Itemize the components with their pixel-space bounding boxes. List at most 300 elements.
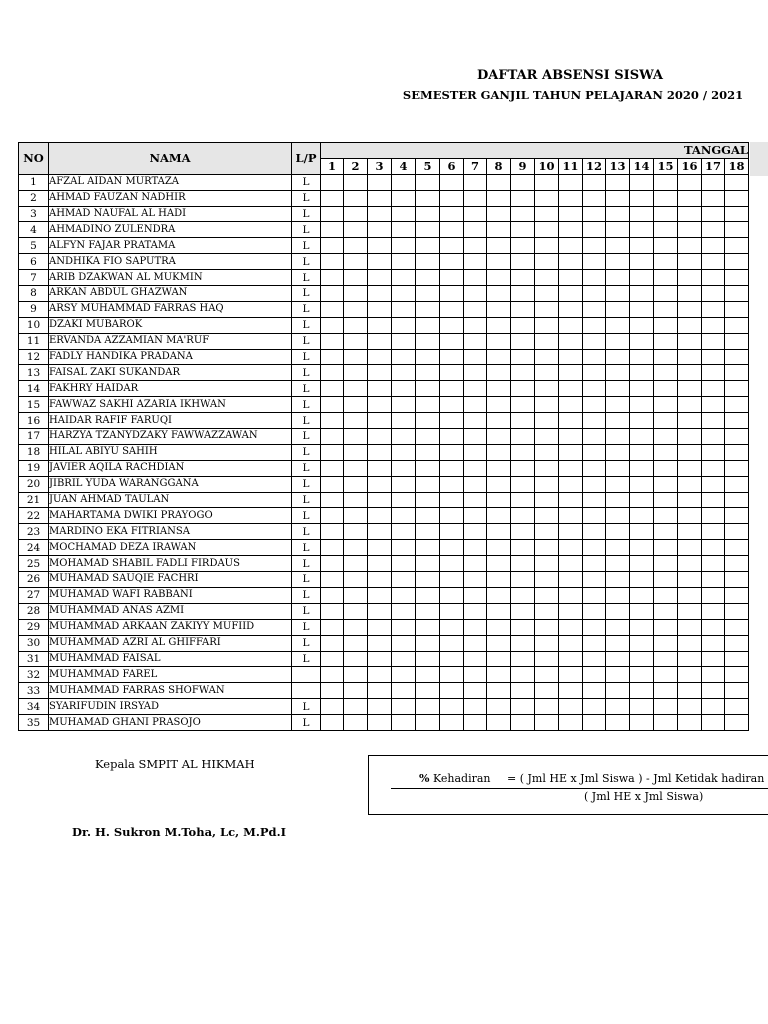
attendance-cell[interactable]	[344, 349, 368, 365]
attendance-cell[interactable]	[487, 349, 511, 365]
attendance-cell[interactable]	[654, 635, 678, 651]
attendance-cell[interactable]	[368, 413, 392, 429]
attendance-cell[interactable]	[321, 429, 344, 445]
attendance-cell[interactable]	[392, 190, 416, 206]
attendance-cell[interactable]	[368, 492, 392, 508]
attendance-cell[interactable]	[583, 397, 606, 413]
attendance-cell[interactable]	[321, 301, 344, 317]
attendance-cell[interactable]	[559, 365, 583, 381]
attendance-cell[interactable]	[559, 587, 583, 603]
attendance-cell[interactable]	[559, 667, 583, 683]
attendance-cell[interactable]	[392, 619, 416, 635]
attendance-cell[interactable]	[416, 508, 440, 524]
attendance-cell[interactable]	[321, 206, 344, 222]
attendance-cell[interactable]	[344, 286, 368, 302]
attendance-cell[interactable]	[630, 476, 654, 492]
attendance-cell[interactable]	[416, 381, 440, 397]
attendance-cell[interactable]	[368, 603, 392, 619]
attendance-cell[interactable]	[487, 635, 511, 651]
attendance-cell[interactable]	[725, 460, 749, 476]
attendance-cell[interactable]	[583, 174, 606, 190]
attendance-cell[interactable]	[583, 635, 606, 651]
attendance-cell[interactable]	[368, 651, 392, 667]
attendance-cell[interactable]	[606, 333, 630, 349]
attendance-cell[interactable]	[535, 619, 559, 635]
attendance-cell[interactable]	[654, 254, 678, 270]
attendance-cell[interactable]	[464, 174, 487, 190]
attendance-cell[interactable]	[654, 270, 678, 286]
attendance-cell[interactable]	[464, 635, 487, 651]
attendance-cell[interactable]	[678, 460, 702, 476]
attendance-cell[interactable]	[725, 635, 749, 651]
attendance-cell[interactable]	[630, 556, 654, 572]
attendance-cell[interactable]	[725, 317, 749, 333]
attendance-cell[interactable]	[606, 349, 630, 365]
attendance-cell[interactable]	[511, 667, 535, 683]
attendance-cell[interactable]	[725, 286, 749, 302]
attendance-cell[interactable]	[559, 476, 583, 492]
attendance-cell[interactable]	[511, 715, 535, 731]
attendance-cell[interactable]	[535, 365, 559, 381]
attendance-cell[interactable]	[702, 222, 725, 238]
attendance-cell[interactable]	[368, 429, 392, 445]
attendance-cell[interactable]	[321, 286, 344, 302]
attendance-cell[interactable]	[630, 270, 654, 286]
attendance-cell[interactable]	[559, 381, 583, 397]
attendance-cell[interactable]	[559, 301, 583, 317]
attendance-cell[interactable]	[678, 333, 702, 349]
attendance-cell[interactable]	[678, 556, 702, 572]
attendance-cell[interactable]	[416, 635, 440, 651]
attendance-cell[interactable]	[606, 301, 630, 317]
attendance-cell[interactable]	[321, 317, 344, 333]
attendance-cell[interactable]	[678, 603, 702, 619]
attendance-cell[interactable]	[368, 540, 392, 556]
attendance-cell[interactable]	[368, 222, 392, 238]
attendance-cell[interactable]	[416, 429, 440, 445]
attendance-cell[interactable]	[368, 397, 392, 413]
attendance-cell[interactable]	[702, 492, 725, 508]
attendance-cell[interactable]	[464, 190, 487, 206]
attendance-cell[interactable]	[392, 603, 416, 619]
attendance-cell[interactable]	[511, 301, 535, 317]
attendance-cell[interactable]	[321, 651, 344, 667]
attendance-cell[interactable]	[702, 508, 725, 524]
attendance-cell[interactable]	[392, 317, 416, 333]
attendance-cell[interactable]	[535, 683, 559, 699]
attendance-cell[interactable]	[344, 492, 368, 508]
attendance-cell[interactable]	[559, 317, 583, 333]
attendance-cell[interactable]	[321, 413, 344, 429]
attendance-cell[interactable]	[583, 556, 606, 572]
attendance-cell[interactable]	[559, 254, 583, 270]
attendance-cell[interactable]	[535, 460, 559, 476]
attendance-cell[interactable]	[392, 667, 416, 683]
attendance-cell[interactable]	[725, 540, 749, 556]
attendance-cell[interactable]	[344, 238, 368, 254]
attendance-cell[interactable]	[678, 206, 702, 222]
attendance-cell[interactable]	[606, 460, 630, 476]
attendance-cell[interactable]	[678, 270, 702, 286]
attendance-cell[interactable]	[440, 301, 464, 317]
attendance-cell[interactable]	[368, 444, 392, 460]
attendance-cell[interactable]	[392, 556, 416, 572]
attendance-cell[interactable]	[511, 651, 535, 667]
attendance-cell[interactable]	[606, 270, 630, 286]
attendance-cell[interactable]	[654, 397, 678, 413]
attendance-cell[interactable]	[511, 397, 535, 413]
attendance-cell[interactable]	[654, 619, 678, 635]
attendance-cell[interactable]	[440, 587, 464, 603]
attendance-cell[interactable]	[702, 651, 725, 667]
attendance-cell[interactable]	[535, 667, 559, 683]
attendance-cell[interactable]	[392, 476, 416, 492]
attendance-cell[interactable]	[392, 397, 416, 413]
attendance-cell[interactable]	[368, 254, 392, 270]
attendance-cell[interactable]	[630, 667, 654, 683]
attendance-cell[interactable]	[321, 619, 344, 635]
attendance-cell[interactable]	[630, 587, 654, 603]
attendance-cell[interactable]	[368, 333, 392, 349]
attendance-cell[interactable]	[630, 651, 654, 667]
attendance-cell[interactable]	[392, 460, 416, 476]
attendance-cell[interactable]	[583, 715, 606, 731]
attendance-cell[interactable]	[702, 349, 725, 365]
attendance-cell[interactable]	[559, 683, 583, 699]
attendance-cell[interactable]	[416, 190, 440, 206]
attendance-cell[interactable]	[511, 206, 535, 222]
attendance-cell[interactable]	[559, 413, 583, 429]
attendance-cell[interactable]	[511, 556, 535, 572]
attendance-cell[interactable]	[535, 508, 559, 524]
attendance-cell[interactable]	[535, 540, 559, 556]
attendance-cell[interactable]	[440, 524, 464, 540]
attendance-cell[interactable]	[440, 270, 464, 286]
attendance-cell[interactable]	[440, 174, 464, 190]
attendance-cell[interactable]	[535, 413, 559, 429]
attendance-cell[interactable]	[725, 444, 749, 460]
attendance-cell[interactable]	[606, 397, 630, 413]
attendance-cell[interactable]	[464, 444, 487, 460]
attendance-cell[interactable]	[725, 429, 749, 445]
attendance-cell[interactable]	[392, 587, 416, 603]
attendance-cell[interactable]	[559, 508, 583, 524]
attendance-cell[interactable]	[702, 619, 725, 635]
attendance-cell[interactable]	[416, 651, 440, 667]
attendance-cell[interactable]	[583, 286, 606, 302]
attendance-cell[interactable]	[654, 651, 678, 667]
attendance-cell[interactable]	[606, 444, 630, 460]
attendance-cell[interactable]	[630, 572, 654, 588]
attendance-cell[interactable]	[416, 476, 440, 492]
attendance-cell[interactable]	[535, 444, 559, 460]
attendance-cell[interactable]	[464, 222, 487, 238]
attendance-cell[interactable]	[511, 508, 535, 524]
attendance-cell[interactable]	[702, 460, 725, 476]
attendance-cell[interactable]	[392, 381, 416, 397]
attendance-cell[interactable]	[487, 540, 511, 556]
attendance-cell[interactable]	[321, 476, 344, 492]
attendance-cell[interactable]	[559, 492, 583, 508]
attendance-cell[interactable]	[321, 270, 344, 286]
attendance-cell[interactable]	[344, 476, 368, 492]
attendance-cell[interactable]	[392, 651, 416, 667]
attendance-cell[interactable]	[368, 206, 392, 222]
attendance-cell[interactable]	[416, 317, 440, 333]
attendance-cell[interactable]	[344, 603, 368, 619]
attendance-cell[interactable]	[321, 222, 344, 238]
attendance-cell[interactable]	[392, 365, 416, 381]
attendance-cell[interactable]	[487, 365, 511, 381]
attendance-cell[interactable]	[487, 254, 511, 270]
attendance-cell[interactable]	[654, 715, 678, 731]
attendance-cell[interactable]	[535, 238, 559, 254]
attendance-cell[interactable]	[511, 270, 535, 286]
attendance-cell[interactable]	[630, 540, 654, 556]
attendance-cell[interactable]	[511, 683, 535, 699]
attendance-cell[interactable]	[630, 206, 654, 222]
attendance-cell[interactable]	[702, 603, 725, 619]
attendance-cell[interactable]	[678, 286, 702, 302]
attendance-cell[interactable]	[321, 460, 344, 476]
attendance-cell[interactable]	[368, 460, 392, 476]
attendance-cell[interactable]	[511, 572, 535, 588]
attendance-cell[interactable]	[464, 651, 487, 667]
attendance-cell[interactable]	[321, 667, 344, 683]
attendance-cell[interactable]	[654, 365, 678, 381]
attendance-cell[interactable]	[702, 190, 725, 206]
attendance-cell[interactable]	[583, 572, 606, 588]
attendance-cell[interactable]	[321, 365, 344, 381]
attendance-cell[interactable]	[416, 333, 440, 349]
attendance-cell[interactable]	[392, 254, 416, 270]
attendance-cell[interactable]	[654, 603, 678, 619]
attendance-cell[interactable]	[702, 174, 725, 190]
attendance-cell[interactable]	[678, 476, 702, 492]
attendance-cell[interactable]	[392, 572, 416, 588]
attendance-cell[interactable]	[368, 699, 392, 715]
attendance-cell[interactable]	[702, 667, 725, 683]
attendance-cell[interactable]	[559, 603, 583, 619]
attendance-cell[interactable]	[487, 238, 511, 254]
attendance-cell[interactable]	[464, 460, 487, 476]
attendance-cell[interactable]	[583, 333, 606, 349]
attendance-cell[interactable]	[344, 333, 368, 349]
attendance-cell[interactable]	[464, 206, 487, 222]
attendance-cell[interactable]	[321, 715, 344, 731]
attendance-cell[interactable]	[702, 206, 725, 222]
attendance-cell[interactable]	[630, 174, 654, 190]
attendance-cell[interactable]	[725, 190, 749, 206]
attendance-cell[interactable]	[606, 619, 630, 635]
attendance-cell[interactable]	[702, 317, 725, 333]
attendance-cell[interactable]	[368, 365, 392, 381]
attendance-cell[interactable]	[606, 667, 630, 683]
attendance-cell[interactable]	[464, 333, 487, 349]
attendance-cell[interactable]	[321, 254, 344, 270]
attendance-cell[interactable]	[440, 492, 464, 508]
attendance-cell[interactable]	[416, 301, 440, 317]
attendance-cell[interactable]	[630, 397, 654, 413]
attendance-cell[interactable]	[725, 174, 749, 190]
attendance-cell[interactable]	[678, 572, 702, 588]
attendance-cell[interactable]	[606, 587, 630, 603]
attendance-cell[interactable]	[630, 190, 654, 206]
attendance-cell[interactable]	[583, 238, 606, 254]
attendance-cell[interactable]	[606, 381, 630, 397]
attendance-cell[interactable]	[368, 619, 392, 635]
attendance-cell[interactable]	[630, 619, 654, 635]
attendance-cell[interactable]	[678, 349, 702, 365]
attendance-cell[interactable]	[654, 492, 678, 508]
attendance-cell[interactable]	[464, 365, 487, 381]
attendance-cell[interactable]	[416, 667, 440, 683]
attendance-cell[interactable]	[440, 286, 464, 302]
attendance-cell[interactable]	[583, 365, 606, 381]
attendance-cell[interactable]	[321, 603, 344, 619]
attendance-cell[interactable]	[725, 508, 749, 524]
attendance-cell[interactable]	[535, 587, 559, 603]
attendance-cell[interactable]	[559, 715, 583, 731]
attendance-cell[interactable]	[464, 286, 487, 302]
attendance-cell[interactable]	[487, 651, 511, 667]
attendance-cell[interactable]	[630, 635, 654, 651]
attendance-cell[interactable]	[583, 619, 606, 635]
attendance-cell[interactable]	[392, 206, 416, 222]
attendance-cell[interactable]	[654, 206, 678, 222]
attendance-cell[interactable]	[464, 413, 487, 429]
attendance-cell[interactable]	[702, 476, 725, 492]
attendance-cell[interactable]	[392, 715, 416, 731]
attendance-cell[interactable]	[654, 699, 678, 715]
attendance-cell[interactable]	[464, 381, 487, 397]
attendance-cell[interactable]	[464, 238, 487, 254]
attendance-cell[interactable]	[702, 270, 725, 286]
attendance-cell[interactable]	[416, 270, 440, 286]
attendance-cell[interactable]	[678, 301, 702, 317]
attendance-cell[interactable]	[368, 556, 392, 572]
attendance-cell[interactable]	[464, 587, 487, 603]
attendance-cell[interactable]	[392, 333, 416, 349]
attendance-cell[interactable]	[344, 667, 368, 683]
attendance-cell[interactable]	[606, 699, 630, 715]
attendance-cell[interactable]	[368, 635, 392, 651]
attendance-cell[interactable]	[630, 444, 654, 460]
attendance-cell[interactable]	[511, 190, 535, 206]
attendance-cell[interactable]	[678, 667, 702, 683]
attendance-cell[interactable]	[583, 429, 606, 445]
attendance-cell[interactable]	[559, 572, 583, 588]
attendance-cell[interactable]	[487, 413, 511, 429]
attendance-cell[interactable]	[654, 476, 678, 492]
attendance-cell[interactable]	[440, 317, 464, 333]
attendance-cell[interactable]	[606, 429, 630, 445]
attendance-cell[interactable]	[702, 429, 725, 445]
attendance-cell[interactable]	[511, 476, 535, 492]
attendance-cell[interactable]	[654, 317, 678, 333]
attendance-cell[interactable]	[678, 254, 702, 270]
attendance-cell[interactable]	[487, 222, 511, 238]
attendance-cell[interactable]	[535, 397, 559, 413]
attendance-cell[interactable]	[535, 190, 559, 206]
attendance-cell[interactable]	[606, 190, 630, 206]
attendance-cell[interactable]	[464, 667, 487, 683]
attendance-cell[interactable]	[464, 572, 487, 588]
attendance-cell[interactable]	[487, 619, 511, 635]
attendance-cell[interactable]	[535, 317, 559, 333]
attendance-cell[interactable]	[559, 540, 583, 556]
attendance-cell[interactable]	[606, 715, 630, 731]
attendance-cell[interactable]	[725, 556, 749, 572]
attendance-cell[interactable]	[678, 524, 702, 540]
attendance-cell[interactable]	[559, 286, 583, 302]
attendance-cell[interactable]	[368, 683, 392, 699]
attendance-cell[interactable]	[464, 540, 487, 556]
attendance-cell[interactable]	[678, 397, 702, 413]
attendance-cell[interactable]	[678, 683, 702, 699]
attendance-cell[interactable]	[630, 683, 654, 699]
attendance-cell[interactable]	[583, 667, 606, 683]
attendance-cell[interactable]	[416, 556, 440, 572]
attendance-cell[interactable]	[487, 683, 511, 699]
attendance-cell[interactable]	[654, 174, 678, 190]
attendance-cell[interactable]	[606, 476, 630, 492]
attendance-cell[interactable]	[392, 540, 416, 556]
attendance-cell[interactable]	[511, 222, 535, 238]
attendance-cell[interactable]	[344, 222, 368, 238]
attendance-cell[interactable]	[416, 603, 440, 619]
attendance-cell[interactable]	[511, 460, 535, 476]
attendance-cell[interactable]	[702, 699, 725, 715]
attendance-cell[interactable]	[559, 429, 583, 445]
attendance-cell[interactable]	[344, 429, 368, 445]
attendance-cell[interactable]	[654, 238, 678, 254]
attendance-cell[interactable]	[344, 619, 368, 635]
attendance-cell[interactable]	[725, 619, 749, 635]
attendance-cell[interactable]	[725, 524, 749, 540]
attendance-cell[interactable]	[344, 397, 368, 413]
attendance-cell[interactable]	[392, 222, 416, 238]
attendance-cell[interactable]	[392, 301, 416, 317]
attendance-cell[interactable]	[368, 286, 392, 302]
attendance-cell[interactable]	[535, 429, 559, 445]
attendance-cell[interactable]	[321, 556, 344, 572]
attendance-cell[interactable]	[464, 349, 487, 365]
attendance-cell[interactable]	[583, 540, 606, 556]
attendance-cell[interactable]	[559, 524, 583, 540]
attendance-cell[interactable]	[678, 222, 702, 238]
attendance-cell[interactable]	[654, 429, 678, 445]
attendance-cell[interactable]	[654, 667, 678, 683]
attendance-cell[interactable]	[630, 254, 654, 270]
attendance-cell[interactable]	[654, 524, 678, 540]
attendance-cell[interactable]	[440, 349, 464, 365]
attendance-cell[interactable]	[702, 397, 725, 413]
attendance-cell[interactable]	[678, 413, 702, 429]
attendance-cell[interactable]	[725, 206, 749, 222]
attendance-cell[interactable]	[725, 492, 749, 508]
attendance-cell[interactable]	[440, 556, 464, 572]
attendance-cell[interactable]	[535, 651, 559, 667]
attendance-cell[interactable]	[392, 238, 416, 254]
attendance-cell[interactable]	[416, 254, 440, 270]
attendance-cell[interactable]	[606, 508, 630, 524]
attendance-cell[interactable]	[559, 349, 583, 365]
attendance-cell[interactable]	[416, 238, 440, 254]
attendance-cell[interactable]	[630, 238, 654, 254]
attendance-cell[interactable]	[606, 524, 630, 540]
attendance-cell[interactable]	[464, 715, 487, 731]
